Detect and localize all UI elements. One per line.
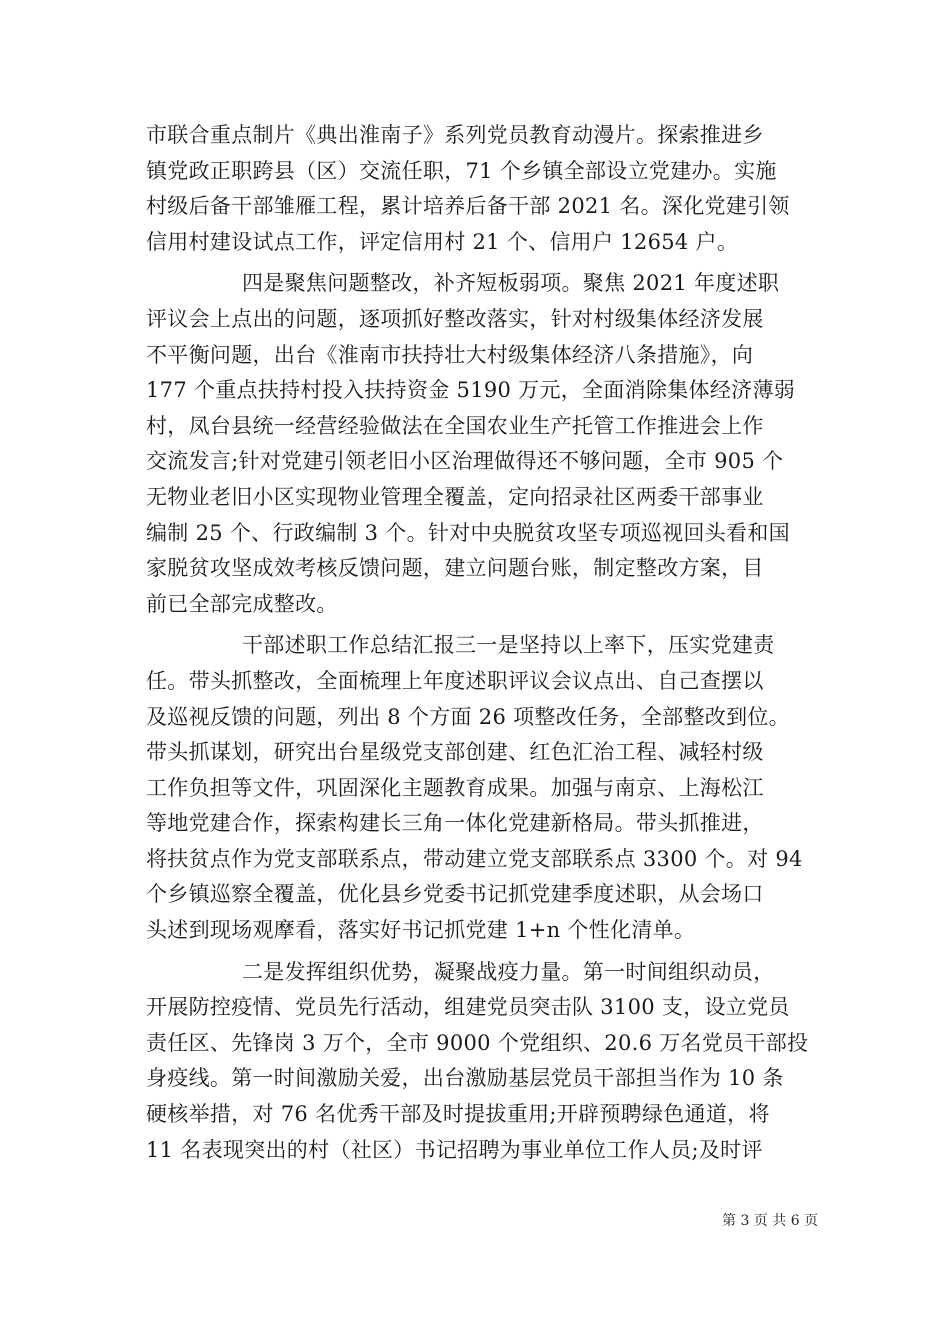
text-line: 开展防控疫情、党员先行活动，组建党员突击队 3100 支，设立党员 bbox=[146, 995, 790, 1020]
text-line: 镇党政正职跨县（区）交流任职，71 个乡镇全部设立党建办。实施 bbox=[146, 158, 777, 183]
text-line: 工作负担等文件，巩固深化主题教育成果。加强与南京、上海松江 bbox=[146, 775, 764, 800]
text-line: 等地党建合作，探索构建长三角一体化党建新格局。带头抓推进， bbox=[146, 811, 764, 836]
text-line: 11 名表现突出的村（社区）书记招聘为事业单位工作人员;及时评 bbox=[146, 1137, 763, 1162]
text-line: 责任区、先锋岗 3 万个，全市 9000 个党组织、20.6 万名党员干部投 bbox=[146, 1030, 809, 1055]
text-line: 村级后备干部雏雁工程，累计培养后备干部 2021 名。深化党建引领 bbox=[146, 194, 790, 219]
paragraph-start-line: 干部述职工作总结汇报三一是坚持以上率下，压实党建责 bbox=[242, 633, 775, 658]
text-line: 无物业老旧小区实现物业管理全覆盖，定向招录社区两委干部事业 bbox=[146, 484, 764, 509]
text-line: 头述到现场观摩看，落实好书记抓党建 1+n 个性化清单。 bbox=[146, 918, 696, 943]
paragraph-start-line: 二是发挥组织优势，凝聚战疫力量。第一时间组织动员， bbox=[242, 959, 775, 984]
text-line: 硬核举措，对 76 名优秀干部及时提拔重用;开辟预聘绿色通道，将 bbox=[146, 1102, 770, 1127]
text-line: 信用村建设试点工作，评定信用村 21 个、信用户 12654 户。 bbox=[146, 229, 739, 254]
text-line: 前已全部完成整改。 bbox=[146, 591, 338, 616]
text-line: 编制 25 个、行政编制 3 个。针对中央脱贫攻坚专项巡视回头看和国 bbox=[146, 520, 790, 545]
page-number-footer: 第 3 页 共 6 页 bbox=[722, 1213, 819, 1229]
text-line: 市联合重点制片《典出淮南子》系列党员教育动漫片。探索推进乡 bbox=[146, 123, 764, 147]
text-line: 评议会上点出的问题，逐项抓好整改落实，针对村级集体经济发展 bbox=[146, 306, 764, 331]
text-line: 村，凤台县统一经营经验做法在全国农业生产托管工作推进会上作 bbox=[146, 413, 764, 438]
paragraph-start-line: 四是聚焦问题整改，补齐短板弱项。聚焦 2021 年度述职 bbox=[242, 271, 780, 296]
text-line: 任。带头抓整改，全面梳理上年度述职评议会议点出、自己查摆以 bbox=[146, 668, 764, 693]
text-line: 身疫线。第一时间激励关爱，出台激励基层党员干部担当作为 10 条 bbox=[146, 1066, 784, 1091]
text-line: 及巡视反馈的问题，列出 8 个方面 26 项整改任务，全部整改到位。 bbox=[146, 704, 790, 729]
text-line: 家脱贫攻坚成效考核反馈问题，建立问题台账，制定整改方案，目 bbox=[146, 556, 764, 581]
document-body bbox=[146, 118, 809, 1168]
text-line: 将扶贫点作为党支部联系点，带动建立党支部联系点 3300 个。对 94 bbox=[146, 846, 803, 871]
text-line: 带头抓谋划，研究出台星级党支部创建、红色汇治工程、减轻村级 bbox=[146, 740, 764, 765]
text-line: 交流发言;针对党建引领老旧小区治理做得还不够问题，全市 905 个 bbox=[146, 449, 784, 474]
text-line: 177 个重点扶持村投入扶持资金 5190 万元，全面消除集体经济薄弱 bbox=[146, 378, 796, 403]
text-line: 个乡镇巡察全覆盖，优化县乡党委书记抓党建季度述职，从会场口 bbox=[146, 882, 764, 907]
text-line: 不平衡问题，出台《淮南市扶持壮大村级集体经济八条措施》，向 bbox=[146, 342, 754, 367]
